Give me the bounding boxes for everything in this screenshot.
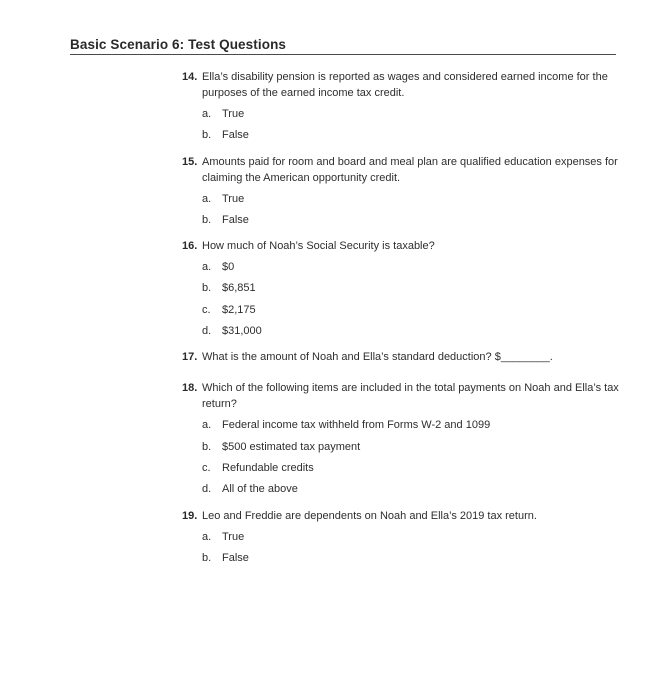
answer-option-a[interactable] [202, 417, 622, 433]
option-text: False [222, 213, 249, 226]
option-letter: a. [202, 261, 212, 274]
question-14 [182, 69, 622, 143]
question-number: 18. [182, 382, 198, 395]
option-text: $6,851 [222, 282, 256, 295]
option-text: $31,000 [222, 325, 262, 338]
option-text: True [222, 530, 245, 543]
option-text: False [222, 551, 249, 564]
option-text: $0 [222, 261, 235, 274]
answer-option-b[interactable] [202, 212, 622, 228]
option-letter: c. [202, 461, 211, 474]
question-stem [182, 380, 622, 412]
option-text: All of the above [222, 483, 298, 496]
question-number: 16. [182, 240, 198, 253]
question-text: Ella’s disability pension is reported as wages and considered earned income for the purposes of the earned income tax credit. [202, 71, 608, 99]
option-letter: a. [202, 530, 212, 543]
question-text: Which of the following items are included in the total payments on Noah and Ella’s tax return? [202, 382, 619, 411]
question-number: 14. [182, 71, 198, 83]
answer-option-c[interactable] [202, 302, 622, 318]
question-16 [182, 238, 622, 339]
answer-options [202, 417, 622, 497]
page-header [70, 37, 616, 55]
option-text: True [222, 108, 245, 120]
answer-options [202, 191, 622, 228]
option-letter: b. [202, 213, 212, 226]
question-stem [182, 349, 622, 365]
option-letter: b. [202, 282, 212, 295]
answer-option-d[interactable] [202, 481, 622, 497]
option-letter: a. [202, 108, 212, 120]
question-number: 15. [182, 155, 198, 168]
answer-option-b[interactable] [202, 439, 622, 455]
question-stem [182, 69, 622, 101]
answer-option-b[interactable] [202, 280, 622, 296]
option-letter: c. [202, 303, 211, 316]
answer-options [202, 529, 622, 566]
answer-option-b[interactable] [202, 127, 622, 143]
answer-option-a[interactable] [202, 106, 622, 122]
answer-option-a[interactable] [202, 259, 622, 275]
option-text: True [222, 192, 245, 205]
answer-option-b[interactable] [202, 550, 622, 566]
option-letter: b. [202, 551, 212, 564]
question-18 [182, 380, 622, 497]
option-letter: d. [202, 483, 212, 496]
option-text: $500 estimated tax payment [222, 440, 361, 453]
question-number: 17. [182, 351, 198, 364]
page-title: Basic Scenario 6: Test Questions [70, 37, 287, 52]
answer-option-a[interactable] [202, 529, 622, 545]
question-stem [182, 154, 622, 186]
answer-option-a[interactable] [202, 191, 622, 207]
question-19 [182, 508, 622, 566]
option-letter: b. [202, 440, 212, 453]
question-15 [182, 154, 622, 228]
question-text: What is the amount of Noah and Ella’s standard deduction? $________. [202, 351, 553, 364]
option-letter: a. [202, 192, 212, 205]
question-stem [182, 238, 622, 254]
option-text: Federal income tax withheld from Forms W-2 and 1099 [222, 419, 491, 432]
option-text: $2,175 [222, 303, 256, 316]
option-text: Refundable credits [222, 461, 314, 474]
option-letter: d. [202, 325, 212, 338]
answer-options [202, 106, 622, 143]
question-text: How much of Noah’s Social Security is taxable? [202, 240, 435, 253]
option-letter: a. [202, 419, 212, 432]
question-list [182, 69, 622, 571]
question-text: Leo and Freddie are dependents on Noah and Ella’s 2019 tax return. [202, 509, 537, 522]
question-number: 19. [182, 509, 198, 522]
option-text: False [222, 129, 249, 142]
question-text: Amounts paid for room and board and meal plan are qualified education expenses for claiming the American opportunity credit. [202, 155, 618, 184]
option-letter: b. [202, 129, 212, 142]
answer-option-d[interactable] [202, 323, 622, 339]
answer-option-c[interactable] [202, 460, 622, 476]
question-stem [182, 508, 622, 524]
answer-options [202, 259, 622, 339]
question-17 [182, 349, 622, 365]
